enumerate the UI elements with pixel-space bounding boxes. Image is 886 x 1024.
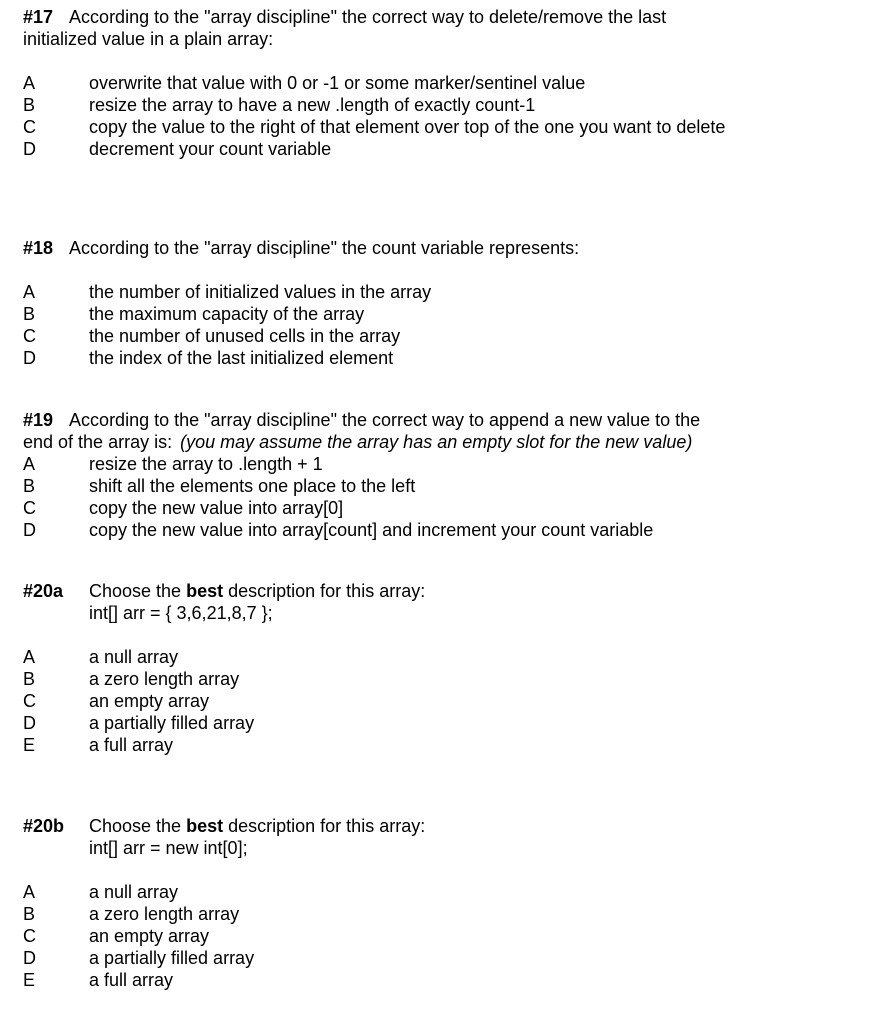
question-number: #20b [23,816,65,836]
answer-option [23,668,873,690]
option-letter: D [23,348,36,368]
code-snippet: int[] arr = new int[0]; [89,838,248,858]
question-number: #17 [23,7,54,27]
answer-options [23,72,873,160]
option-letter: A [23,647,36,667]
option-letter: D [23,713,36,733]
answer-option [23,519,873,541]
question-text: According to the "array discipline" the correct way to append a new value to the [69,410,701,430]
answer-option [23,903,873,925]
question-text: According to the "array discipline" the count variable represents: [69,238,580,258]
question-text-continued [23,431,873,453]
answer-option [23,646,873,668]
question-19 [23,409,873,541]
option-text: the number of unused cells in the array [89,326,401,346]
option-text: copy the value to the right of that element over top of the one you want to delete [89,117,726,137]
answer-option [23,138,873,160]
question-text-prefix: Choose the [89,581,182,601]
option-text: resize the array to have a new .length of exactly count-1 [89,95,536,115]
answer-option [23,281,873,303]
answer-option [23,969,873,991]
option-letter: E [23,735,36,755]
option-text: decrement your count variable [89,139,332,159]
question-text-suffix: description for this array: [228,816,426,836]
answer-option [23,347,873,369]
question-text: According to the "array discipline" the correct way to delete/remove the last [69,7,667,27]
option-letter: A [23,282,36,302]
answer-options [23,646,873,756]
question-number: #18 [23,238,54,258]
option-text: the index of the last initialized element [89,348,394,368]
code-snippet: int[] arr = { 3,6,21,8,7 }; [89,603,273,623]
answer-options [23,453,873,541]
option-letter: D [23,139,36,159]
answer-options [23,881,873,991]
option-text: the maximum capacity of the array [89,304,365,324]
option-letter: E [23,970,36,990]
answer-option [23,925,873,947]
answer-options [23,281,873,369]
question-text-prefix: Choose the [89,816,182,836]
option-letter: A [23,882,36,902]
option-text: an empty array [89,926,210,946]
answer-option [23,497,873,519]
question-text-emphasis: best [186,581,224,601]
question-17 [23,6,873,160]
question-text-emphasis: best [186,816,224,836]
option-letter: C [23,326,36,346]
answer-option [23,712,873,734]
option-text: overwrite that value with 0 or -1 or some marker/sentinel value [89,73,586,93]
answer-option [23,475,873,497]
option-letter: B [23,669,36,689]
question-18 [23,237,873,369]
question-text-suffix: description for this array: [228,581,426,601]
answer-option [23,453,873,475]
answer-option [23,881,873,903]
answer-option [23,947,873,969]
answer-option [23,325,873,347]
option-letter: D [23,520,36,540]
option-letter: C [23,926,36,946]
option-text: a partially filled array [89,713,255,733]
question-20a [23,580,873,756]
option-letter: B [23,476,36,496]
option-text: the number of initialized values in the array [89,282,432,302]
answer-option [23,94,873,116]
option-text: a full array [89,970,174,990]
answer-option [23,72,873,94]
question-19-stem [23,409,873,431]
option-letter: C [23,691,36,711]
option-text: copy the new value into array[count] and increment your count variable [89,520,654,540]
answer-option [23,690,873,712]
option-text: a partially filled array [89,948,255,968]
question-20b [23,815,873,991]
option-text: a null array [89,882,179,902]
question-18-stem [23,237,873,259]
option-letter: D [23,948,36,968]
option-text: a zero length array [89,669,240,689]
question-text-continued: initialized value in a plain array: [23,29,274,49]
option-text: a zero length array [89,904,240,924]
question-note: (you may assume the array has an empty slot for the new value) [180,432,693,452]
question-20a-stem [23,580,873,602]
option-text: a null array [89,647,179,667]
option-text: copy the new value into array[0] [89,498,344,518]
option-letter: C [23,498,36,518]
option-letter: B [23,95,36,115]
question-number: #19 [23,410,54,430]
option-text: an empty array [89,691,210,711]
option-text: a full array [89,735,174,755]
answer-option [23,303,873,325]
option-text: resize the array to .length + 1 [89,454,323,474]
option-letter: C [23,117,36,137]
option-text: shift all the elements one place to the left [89,476,416,496]
question-17-stem [23,6,873,28]
question-20b-stem [23,815,873,837]
option-letter: B [23,304,36,324]
question-number: #20a [23,581,64,601]
option-letter: A [23,73,36,93]
answer-option [23,116,873,138]
answer-option [23,734,873,756]
option-letter: A [23,454,36,474]
option-letter: B [23,904,36,924]
question-text-line2: end of the array is: [23,432,173,452]
